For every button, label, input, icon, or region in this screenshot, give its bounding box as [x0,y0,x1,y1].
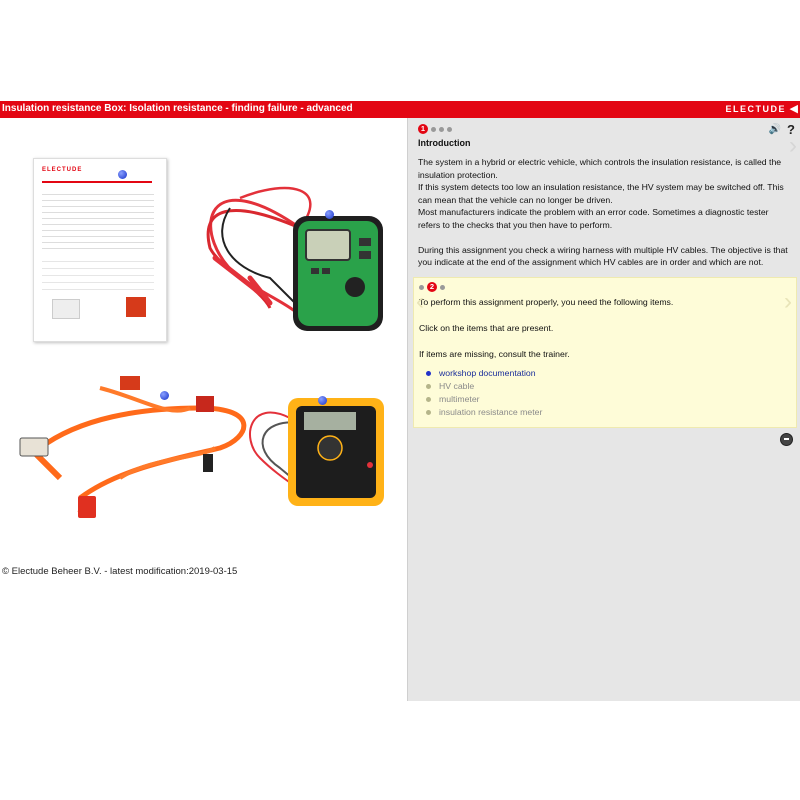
brand-logo-e: E [725,104,733,114]
task-line: Click on the items that are present. [419,323,554,333]
prev-task-arrow-icon[interactable]: ‹ [416,288,424,315]
hotspot-multimeter[interactable] [318,396,327,405]
pager-dot[interactable] [439,127,444,132]
step-pager [418,124,452,134]
bullet-icon [426,371,431,376]
intro-paragraph: If this system detects too low an insulation resistance, the HV system may be switched off. This can mean that the vehicle can no longer be driven. [418,182,784,205]
copyright-notice: © Electude Beheer B.V. - latest modification:2019-03-15 [2,566,238,577]
workshop-documentation-image [33,158,167,342]
pager-current: 1 [418,124,428,134]
brand-logo [725,104,786,114]
title-bar [0,101,800,118]
task-line: To perform this assignment properly, you need the following items. [419,297,674,307]
item-multimeter[interactable] [426,393,542,406]
bullet-icon [426,384,431,389]
hotspot-hv-cable[interactable] [160,391,169,400]
item-workshop-documentation[interactable] [426,367,542,380]
item-label: HV cable [439,381,475,391]
app-window [0,101,800,701]
hotspot-insulation-resistance-meter[interactable] [325,210,334,219]
instruction-panel [407,118,800,701]
intro-paragraph: During this assignment you check a wiring harness with multiple HV cables. The objective is that you indicate at the end of the assignment which HV cables are in order and which are not. [418,244,788,267]
intro-heading: Introduction [418,138,471,148]
intro-paragraph: The system in a hybrid or electric vehicle, which controls the insulation resistance, is called the insulation protection. [418,157,782,180]
pager-dot[interactable] [431,127,436,132]
hotspot-workshop-documentation[interactable] [118,170,127,179]
help-icon[interactable]: ? [787,122,795,137]
bullet-icon [426,397,431,402]
page-title: Insulation resistance Box: Isolation resistance - finding failure - advanced [2,103,353,114]
next-task-arrow-icon[interactable]: › [784,288,792,315]
next-page-arrow-icon[interactable]: › [789,132,797,159]
pager-dot[interactable] [447,127,452,132]
item-label: workshop documentation [439,368,536,378]
brand-logo-rest: LECTUDE [733,104,786,114]
speaker-icon[interactable]: 🔊 [768,124,782,135]
item-hv-cable[interactable] [426,380,542,393]
item-label: multimeter [439,394,480,404]
intro-text [418,156,793,269]
item-label: insulation resistance meter [439,407,543,417]
task-line: If items are missing, consult the trainer. [419,349,570,359]
task-pager-current: 2 [427,282,437,292]
next-arrow-icon[interactable] [780,433,793,446]
item-insulation-resistance-meter[interactable] [426,406,542,419]
items-list [426,367,542,419]
doc-brand: ELECTUDE [42,167,83,173]
image-pane [0,118,406,701]
collapse-arrow-icon[interactable]: ◀ [789,103,798,115]
task-box [413,277,797,428]
bullet-icon [426,410,431,415]
intro-paragraph: Most manufacturers indicate the problem with an error code. Sometimes a diagnostic tester refers to the checks that you then have to perform. [418,207,769,230]
task-pager-dot[interactable] [440,285,445,290]
